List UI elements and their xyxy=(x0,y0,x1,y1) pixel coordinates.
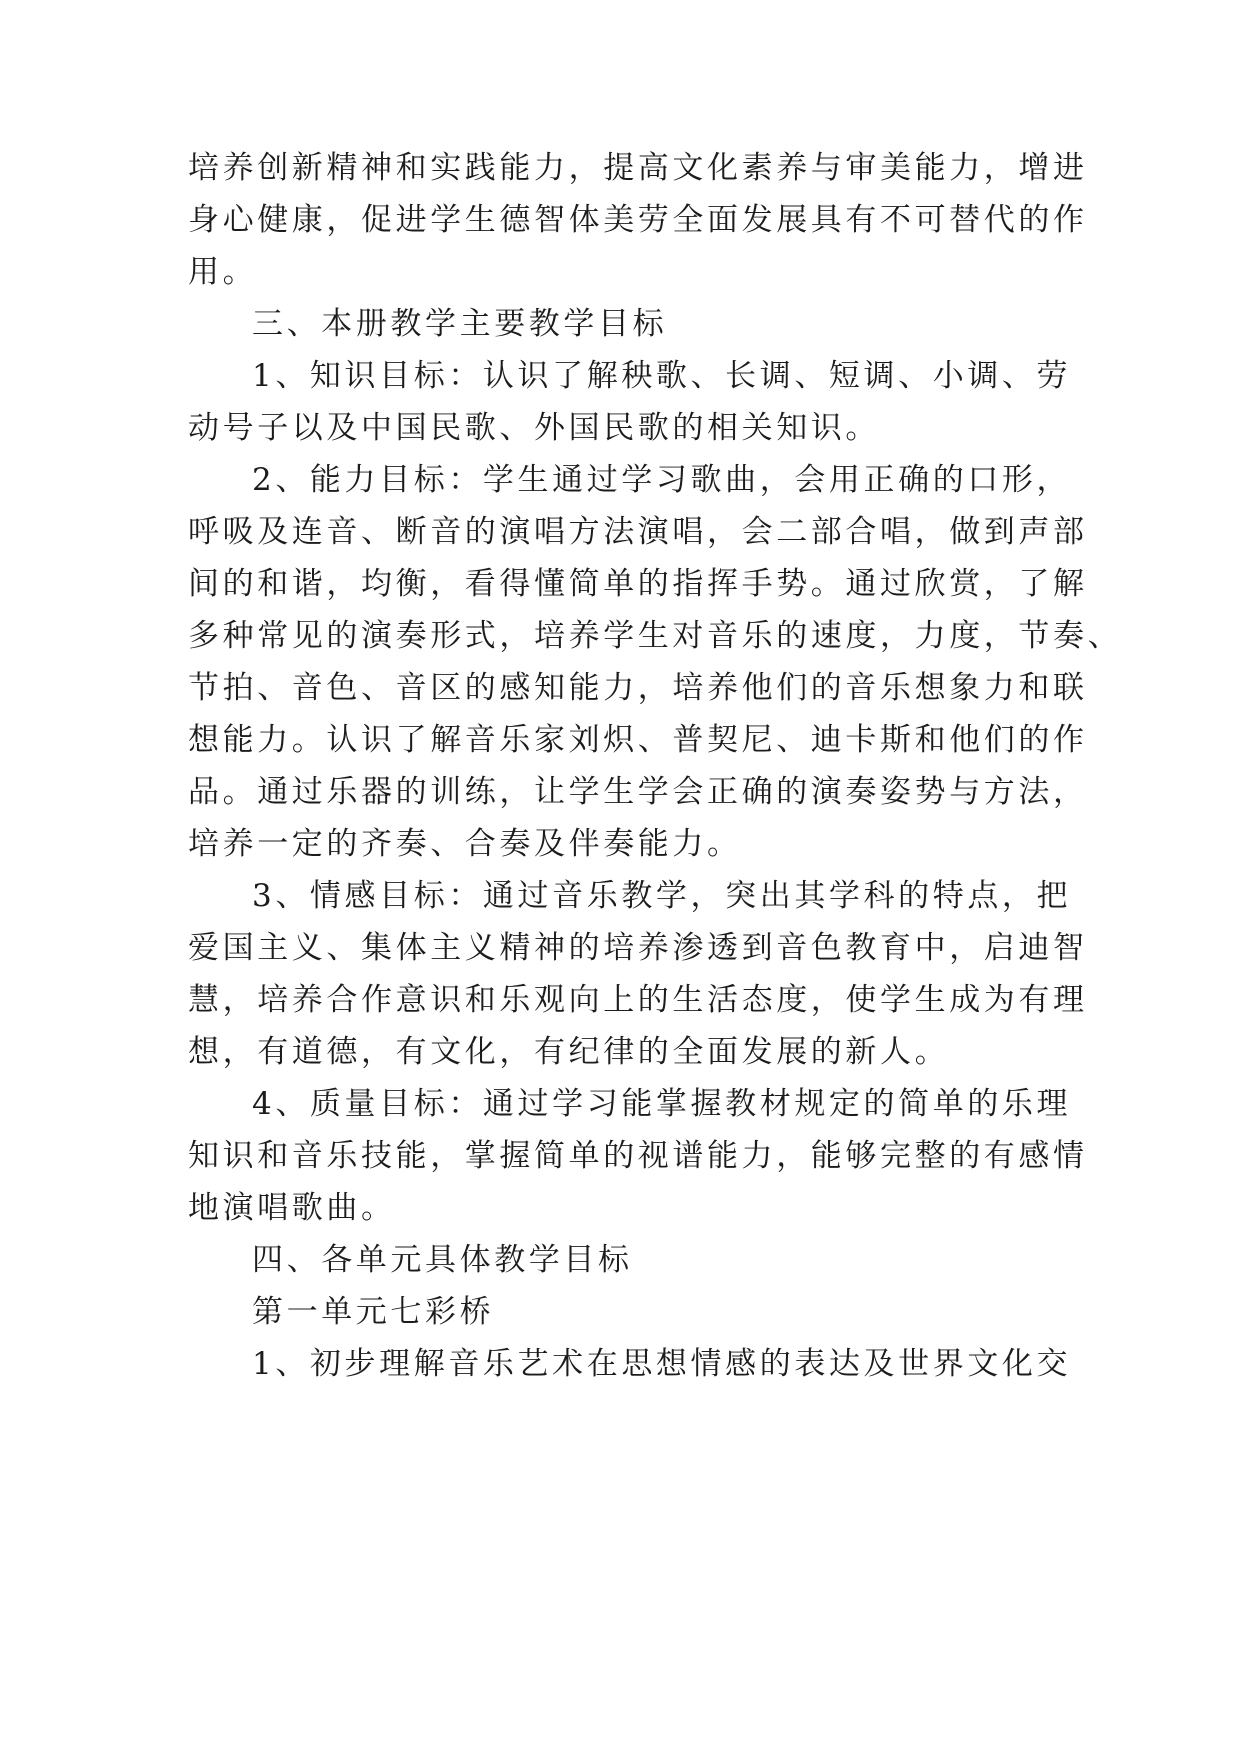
section-heading: 三、本册教学主要教学目标 xyxy=(252,306,668,342)
text-line: 培养创新精神和实践能力，提高文化素养与审美能力，增进 xyxy=(188,150,1088,186)
text-line: 3、情感目标：通过音乐教学，突出其学科的特点，把 xyxy=(252,878,1072,914)
text-line: 1、知识目标：认识了解秧歌、长调、短调、小调、劳 xyxy=(252,358,1072,394)
text-line: 想能力。认识了解音乐家刘炽、普契尼、迪卡斯和他们的作 xyxy=(188,722,1088,758)
text-line: 想，有道德，有文化，有纪律的全面发展的新人。 xyxy=(188,1034,950,1070)
text-line: 1、初步理解音乐艺术在思想情感的表达及世界文化交 xyxy=(252,1346,1072,1382)
text-line: 节拍、音色、音区的感知能力，培养他们的音乐想象力和联 xyxy=(188,670,1088,706)
text-line: 地演唱歌曲。 xyxy=(188,1190,396,1226)
text-line: 多种常见的演奏形式，培养学生对音乐的速度，力度，节奏、 xyxy=(188,618,1123,654)
text-line: 呼吸及连音、断音的演唱方法演唱，会二部合唱，做到声部 xyxy=(188,514,1088,550)
text-line: 爱国主义、集体主义精神的培养渗透到音色教育中，启迪智 xyxy=(188,930,1088,966)
text-line: 慧，培养合作意识和乐观向上的生活态度，使学生成为有理 xyxy=(188,982,1088,1018)
section-heading: 四、各单元具体教学目标 xyxy=(252,1242,633,1278)
text-line: 用。 xyxy=(188,254,258,290)
text-line: 动号子以及中国民歌、外国民歌的相关知识。 xyxy=(188,410,880,446)
text-line: 知识和音乐技能，掌握简单的视谱能力，能够完整的有感情 xyxy=(188,1138,1088,1174)
text-line: 2、能力目标：学生通过学习歌曲，会用正确的口形， xyxy=(252,462,1072,498)
text-line: 间的和谐，均衡，看得懂简单的指挥手势。通过欣赏，了解 xyxy=(188,566,1088,602)
text-line: 培养一定的齐奏、合奏及伴奏能力。 xyxy=(188,826,742,862)
unit-heading: 第一单元七彩桥 xyxy=(252,1294,495,1330)
text-line: 品。通过乐器的训练，让学生学会正确的演奏姿势与方法， xyxy=(188,774,1088,810)
text-line: 身心健康，促进学生德智体美劳全面发展具有不可替代的作 xyxy=(188,202,1088,238)
text-line: 4、质量目标：通过学习能掌握教材规定的简单的乐理 xyxy=(252,1086,1072,1122)
